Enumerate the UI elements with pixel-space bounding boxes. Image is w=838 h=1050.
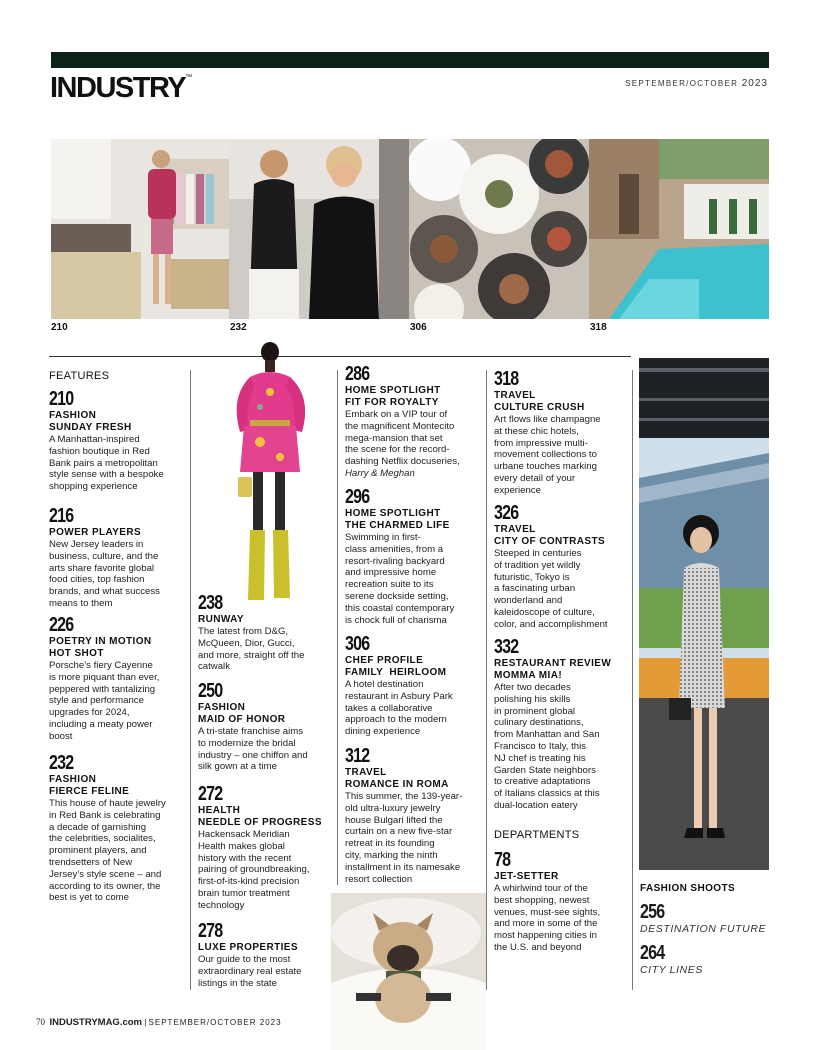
section-divider [49, 356, 631, 357]
photo-dishes[interactable] [409, 139, 589, 319]
fashion-shoot-entry-264[interactable] [640, 942, 770, 976]
footer-separator: | [144, 1018, 147, 1027]
category: HOME SPOTLIGHT [345, 385, 441, 396]
fashion-shoot-entry-256[interactable] [640, 901, 770, 935]
departments-heading: DEPARTMENTS [494, 829, 580, 841]
page-number: 272 [198, 783, 223, 805]
category: TRAVEL [494, 390, 536, 401]
story-title: DESTINATION FUTURE [640, 923, 767, 935]
story-description: After two decades polishing his skills in prominent global culinary destinations, from Manhattan and San Francisco to Italy, this NJ chef is treating his Garden State neighbors to creative adaptations of Italians classics at this dual-location eatery [494, 682, 600, 811]
magazine-logo[interactable] [50, 74, 192, 103]
story-title: ROMANCE IN ROMA [345, 779, 449, 790]
page-number: 216 [49, 505, 74, 527]
story-title: LUXE PROPERTIES [198, 942, 298, 953]
page-number: 326 [494, 502, 519, 524]
feature-entry-226[interactable] [49, 614, 189, 743]
page-number: 264 [640, 942, 665, 964]
story-description: Art flows like champagne at these chic hotels, from impressive multi- movement collections to urbane touches marking every detail of your experience [494, 414, 601, 496]
story-title: MOMMA MIA! [494, 670, 563, 681]
page-number: 296 [345, 486, 370, 508]
category: RESTAURANT REVIEW [494, 658, 612, 669]
column-divider-3 [486, 370, 487, 990]
page-number: 78 [494, 849, 511, 871]
story-title: CITY OF CONTRASTS [494, 536, 606, 547]
photo-boutique[interactable] [51, 139, 229, 319]
story-title: RUNWAY [198, 614, 244, 625]
category: TRAVEL [494, 524, 536, 535]
page-number: 312 [345, 745, 370, 767]
story-description: Porsche’s fiery Cayenne is more piquant than ever, peppered with tantalizing style and performance upgrades for 2024, including a meaty power boost [49, 660, 160, 742]
issue-date [625, 78, 768, 89]
footer-issue: SEPTEMBER/OCTOBER 2023 [148, 1018, 282, 1027]
category: TRAVEL [345, 767, 387, 778]
issue-month: SEPTEMBER/OCTOBER [625, 79, 739, 88]
runway-model-image[interactable] [220, 342, 320, 604]
story-title: FIT FOR ROYALTY [345, 397, 439, 408]
story-description: Embark on a VIP tour of the magnificent Montecito mega-mansion that set the scene for the record- dashing Netflix docuseries, Harry & Meghan [345, 409, 460, 479]
trademark-symbol: ™ [185, 74, 193, 81]
story-description: Hackensack Meridian Health makes global history with the recent pairing of groundbreaking, first-of-its-kind precision brain tumor treatment technology [198, 829, 310, 911]
page-number: 278 [198, 920, 223, 942]
story-title: HOT SHOT [49, 648, 104, 659]
feature-entry-332[interactable] [494, 636, 630, 812]
page-number: 306 [345, 633, 370, 655]
feature-entry-318[interactable] [494, 368, 630, 497]
story-title: MAID OF HONOR [198, 714, 286, 725]
feature-entry-306[interactable] [345, 633, 485, 738]
story-description: New Jersey leaders in business, culture, and the arts share favorite global food cities, top fashion brands, and what success means to them [49, 539, 160, 609]
page-number: 318 [494, 368, 519, 390]
story-description: A whirlwind tour of the best shopping, newest venues, must-see sights, and more in some of the most happening cities in the U.S. and beyond [494, 883, 601, 953]
column-divider-2 [337, 370, 338, 885]
page-footer [36, 1017, 282, 1028]
feature-entry-296[interactable] [345, 486, 485, 626]
page-number: 250 [198, 680, 223, 702]
feature-entry-216[interactable] [49, 505, 189, 610]
story-title: NEEDLE OF PROGRESS [198, 817, 322, 828]
story-description: Swimming in first- class amenities, from a resort-rivaling backyard and impressive home recreation suite to its serene dockside setting, this coastal contemporary is chock full of charisma [345, 532, 455, 626]
logo-text: INDUSTRY [50, 72, 186, 104]
story-description: The latest from D&G, McQueen, Dior, Gucci, and more, straight off the catwalk [198, 626, 305, 673]
story-description: A tri-state franchise aims to modernize the bridal industry – one chiffon and silk gown at a time [198, 726, 308, 773]
category: FASHION [198, 702, 246, 713]
feature-entry-210[interactable] [49, 388, 189, 493]
category: POETRY IN MOTION [49, 636, 152, 647]
feature-entry-238[interactable] [198, 592, 333, 673]
page-number: 286 [345, 363, 370, 385]
footer-site-link[interactable]: INDUSTRYMAG.com [49, 1017, 142, 1028]
fashion-shoot-image[interactable] [639, 358, 769, 870]
feature-entry-272[interactable] [198, 783, 333, 912]
column-divider-1 [190, 370, 191, 990]
page-number: 256 [640, 901, 665, 923]
page-number: 226 [49, 614, 74, 636]
top-color-bar [51, 52, 769, 68]
page-number: 238 [198, 592, 223, 614]
photo-label-318: 318 [590, 322, 607, 333]
column-divider-4 [632, 370, 633, 990]
story-description: This house of haute jewelry in Red Bank is celebrating a decade of garnishing the celebrities, socialites, prominent players, and trendsetters of New Jersey’s style scene – and according to its owner, the best is yet to come [49, 798, 166, 904]
story-title: CITY LINES [640, 964, 703, 976]
photo-jewelers[interactable] [229, 139, 409, 319]
photo-label-210: 210 [51, 322, 68, 333]
story-description: This summer, the 139-year- old ultra-luxury jewelry house Bulgari lifted the curtain on a new five-star retreat in its founding city, marking the ninth installment in its namesake resort collection [345, 791, 463, 885]
category: HEALTH [198, 805, 241, 816]
feature-entry-312[interactable] [345, 745, 485, 885]
department-entry-78[interactable] [494, 849, 630, 954]
feature-entry-278[interactable] [198, 920, 333, 989]
story-title: JET-SETTER [494, 871, 559, 882]
story-description: Steeped in centuries of tradition yet wildly futuristic, Tokyo is a fascinating urban wonderland and kaleidoscope of culture, color, and accomplishment [494, 548, 608, 630]
issue-year: 2023 [741, 78, 768, 89]
feature-entry-286[interactable] [345, 363, 485, 480]
photo-label-232: 232 [230, 322, 247, 333]
category: CHEF PROFILE [345, 655, 424, 666]
story-title: THE CHARMED LIFE [345, 520, 450, 531]
feature-entry-326[interactable] [494, 502, 630, 631]
feature-entry-250[interactable] [198, 680, 333, 773]
category: FASHION [49, 410, 97, 421]
category: HOME SPOTLIGHT [345, 508, 441, 519]
story-title: CULTURE CRUSH [494, 402, 585, 413]
page-number: 232 [49, 752, 74, 774]
page-number: 210 [49, 388, 74, 410]
dog-on-bed-image[interactable] [331, 893, 486, 1050]
story-description: A Manhattan-inspired fashion boutique in Red Bank pairs a metropolitan style sense with a bespoke shopping experience [49, 434, 164, 493]
category: FASHION [49, 774, 97, 785]
story-title: POWER PLAYERS [49, 527, 142, 538]
story-title: FAMILY HEIRLOOM [345, 667, 447, 678]
story-title: FIERCE FELINE [49, 786, 130, 797]
footer-page-number: 70 [36, 1017, 45, 1027]
fashion-shoots-heading: FASHION SHOOTS [640, 883, 736, 894]
feature-entry-232[interactable] [49, 752, 189, 904]
features-heading: FEATURES [49, 370, 110, 382]
page-number: 332 [494, 636, 519, 658]
story-description: A hotel destination restaurant in Asbury Park takes a collaborative approach to the modern dining experience [345, 679, 453, 738]
photo-pool[interactable] [589, 139, 769, 319]
photo-label-306: 306 [410, 322, 427, 333]
story-title: SUNDAY FRESH [49, 422, 132, 433]
story-description: Our guide to the most extraordinary real estate listings in the state [198, 954, 302, 989]
